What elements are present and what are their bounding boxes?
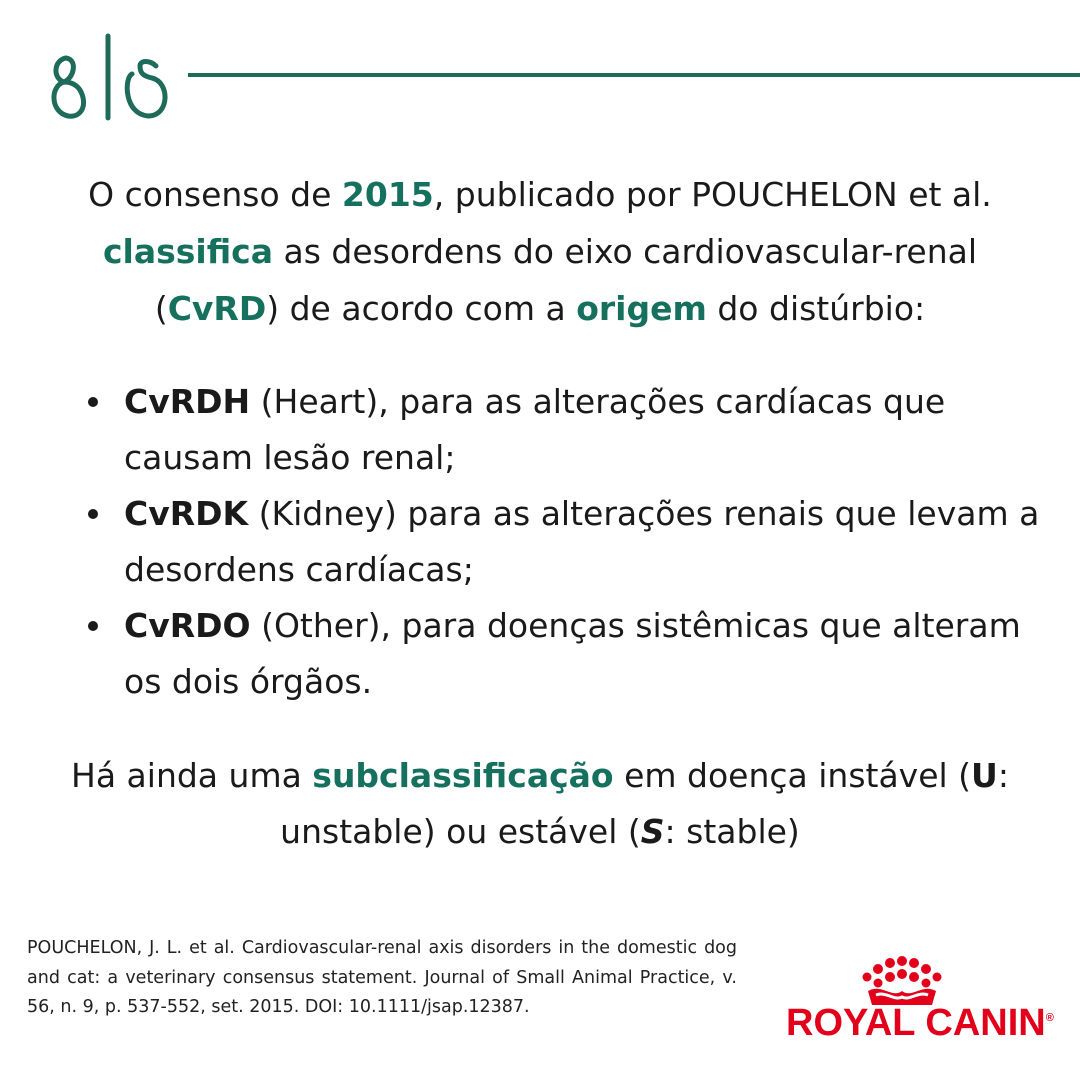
- blo-logo: [44, 30, 184, 130]
- sub-text: : unstable) ou estável (: [280, 756, 1009, 851]
- item-code: CvRDH: [124, 382, 251, 421]
- item-text: (Heart), para as alterações cardíacas que causam lesão renal;: [124, 382, 946, 477]
- intro-text: as desordens do eixo cardiovascular-renal (: [154, 232, 978, 328]
- intro-year: 2015: [341, 175, 434, 214]
- registered-mark: ®: [1045, 1012, 1054, 1024]
- sub-text: Há ainda uma: [71, 756, 313, 795]
- royal-canin-logo: [786, 1002, 1054, 1045]
- intro-highlight-cvrd: CvRD: [167, 289, 267, 328]
- item-text: (Other), para doenças sistêmicas que alteram os dois órgãos.: [124, 606, 1021, 701]
- intro-highlight-origem: origem: [576, 289, 707, 328]
- intro-highlight-classifica: classifica: [102, 232, 273, 271]
- intro-text: , publicado por POUCHELON et al.: [433, 175, 992, 214]
- intro-text: O consenso de: [88, 175, 342, 214]
- bullet-icon: [88, 621, 98, 631]
- list-item: [82, 486, 1042, 598]
- intro-paragraph: [40, 166, 1040, 337]
- item-text: (Kidney) para as alterações renais que levam a desordens cardíacas;: [124, 494, 1040, 589]
- sub-code-s: S: [640, 812, 665, 851]
- subclassification-paragraph: [40, 748, 1040, 860]
- sub-text: : stable): [664, 812, 800, 851]
- item-code: CvRDK: [124, 494, 249, 533]
- royal-canin-wordmark: ROYAL CANIN: [786, 1002, 1046, 1044]
- list-item: [82, 598, 1042, 710]
- reference-citation: POUCHELON, J. L. et al. Cardiovascular-renal axis disorders in the domestic dog and cat: a veterinary consensus statement. Journal of Small Animal Practice, v. 56, n. 9, p. 537-552, set. 2015. DOI: 10.1111/jsap.12387.: [27, 938, 737, 1017]
- bullet-icon: [88, 509, 98, 519]
- intro-text: do distúrbio:: [706, 289, 926, 328]
- sub-text: em doença instável (: [613, 756, 972, 795]
- sub-code-u: U: [971, 756, 998, 795]
- sub-highlight: subclassificação: [312, 756, 614, 795]
- header-divider: [188, 73, 1080, 77]
- intro-text: ) de acordo com a: [266, 289, 577, 328]
- classification-list: [82, 374, 1042, 710]
- list-item: [82, 374, 1042, 486]
- bullet-icon: [88, 397, 98, 407]
- item-code: CvRDO: [124, 606, 251, 645]
